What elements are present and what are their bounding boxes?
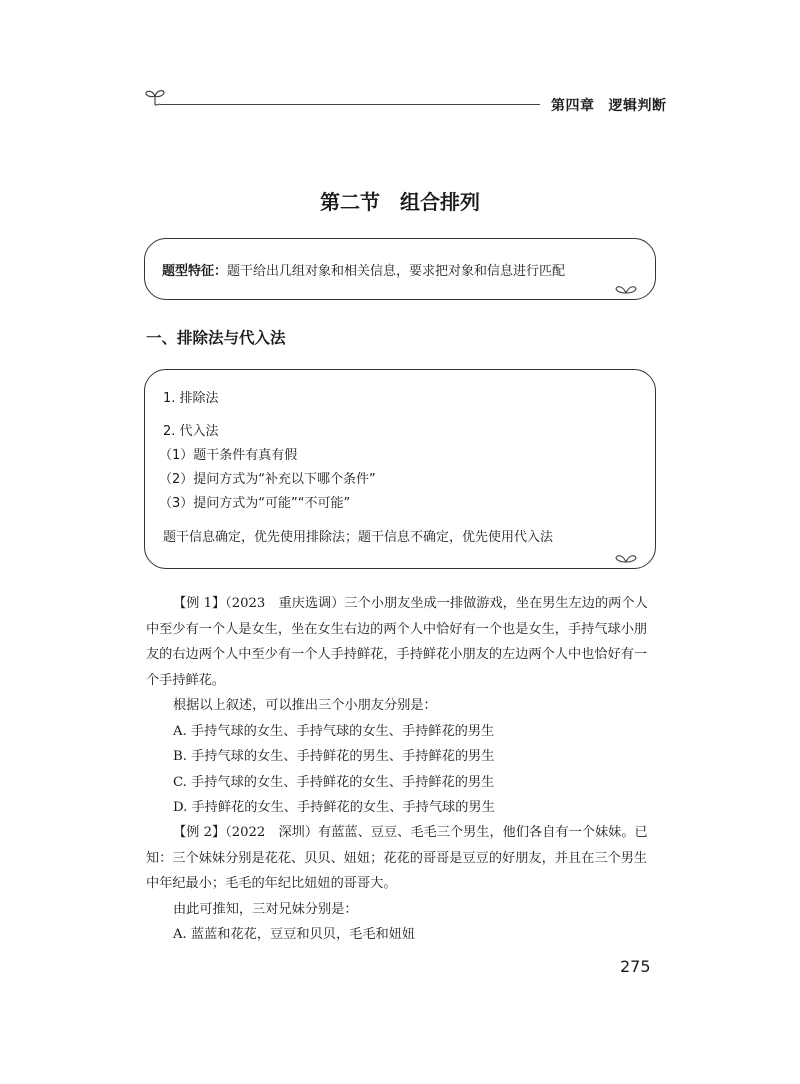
section-title: 第二节 组合排列 (320, 190, 480, 214)
leaf-icon (615, 281, 637, 295)
feature-line (162, 260, 565, 279)
feature-label: 题型特征： (162, 264, 228, 279)
method-item: （1）题干条件有真有假 (159, 448, 298, 463)
running-header (551, 95, 667, 115)
example-1-stem: 【例 1】（2023 重庆选调）三个小朋友坐成一排做游戏，坐在男生左边的两个人中至少有一个人是女生，坐在女生右边的两个人中恰好有一个也是女生，手持气球小朋友的右边两个人中至少有一个人手持鲜花，手持鲜花小朋友的左边两个人中也恰好有一个手持鲜花。 (146, 596, 648, 688)
heading-exclusion-substitution: 一、排除法与代入法 (146, 329, 286, 347)
method-item: （3）提问方式为“可能”“不可能” (159, 496, 351, 511)
chapter-title: 逻辑判断 (608, 98, 667, 114)
example-1-option-d: D. 手持鲜花的女生、手持鲜花的女生、手持气球的男生 (173, 800, 495, 815)
example-1 (146, 591, 656, 821)
sprout-icon (144, 86, 166, 106)
method-summary: 题干信息确定，优先使用排除法；题干信息不确定，优先使用代入法 (163, 530, 554, 545)
example-2-option-a: A. 蓝蓝和花花，豆豆和贝贝，毛毛和妞妞 (173, 927, 416, 942)
method-item: 1. 排除法 (163, 391, 219, 406)
page-number: 275 (620, 957, 651, 976)
method-item: （2）提问方式为“补充以下哪个条件” (159, 472, 376, 487)
feature-box (144, 238, 656, 300)
example-1-question: 根据以上叙述，可以推出三个小朋友分别是： (173, 698, 437, 713)
example-1-option-c: C. 手持气球的女生、手持鲜花的女生、手持鲜花的男生 (173, 774, 495, 790)
example-2-question: 由此可推知，三对兄妹分别是： (173, 901, 358, 917)
example-2 (146, 820, 656, 948)
feature-text: 题干给出几组对象和相关信息，要求把对象和信息进行匹配 (227, 264, 566, 279)
example-1-option-a: A. 手持气球的女生、手持气球的女生、手持鲜花的男生 (173, 723, 495, 739)
header-rule (160, 104, 540, 105)
example-2-stem: 【例 2】（2022 深圳）有蓝蓝、豆豆、毛毛三个男生，他们各自有一个妹妹。已知：三个妹妹分别是花花、贝贝、妞妞；花花的哥哥是豆豆的好朋友，并且在三个男生中年纪最小；毛毛的年纪比妞妞的哥哥大。 (146, 825, 648, 891)
leaf-icon (615, 550, 637, 564)
method-item: 2. 代入法 (163, 424, 219, 439)
chapter-label: 第四章 (551, 98, 595, 114)
example-1-option-b: B. 手持气球的女生、手持鲜花的男生、手持鲜花的男生 (173, 749, 495, 764)
methods-box (144, 369, 656, 569)
